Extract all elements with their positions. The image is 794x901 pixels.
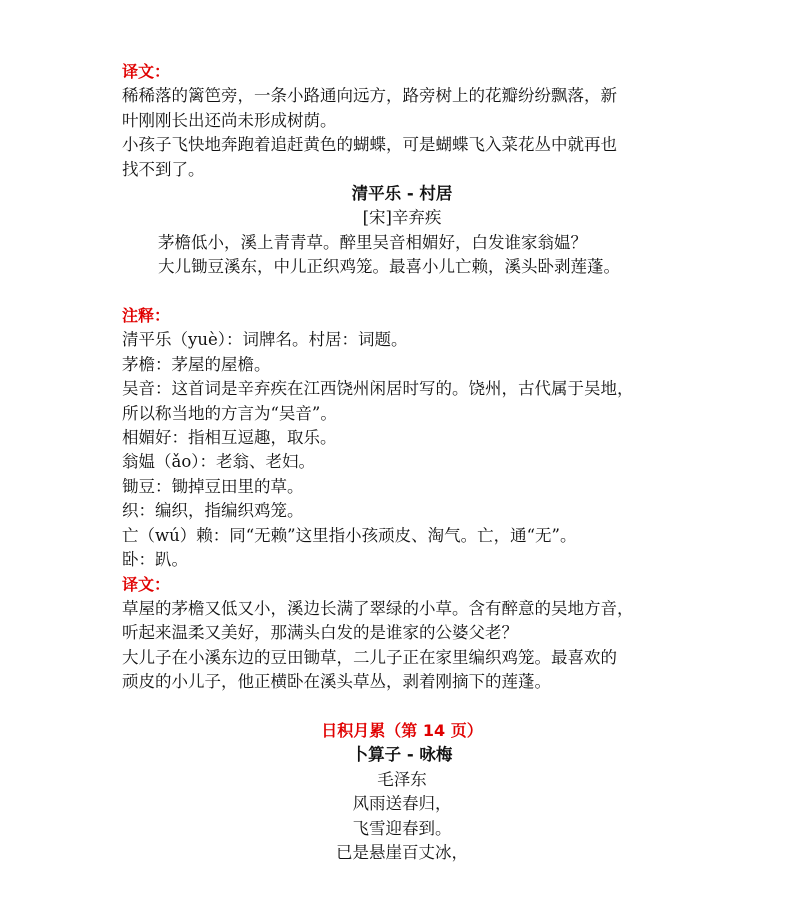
section-heading: 日积月累（第 14 页） (321, 720, 483, 740)
translation-line: 大儿子在小溪东边的豆田锄草，二儿子正在家里编织鸡笼。最喜欢的 (122, 647, 617, 667)
translation-line: 顽皮的小儿子，他正横卧在溪头草丛，剥着刚摘下的莲蓬。 (122, 672, 551, 692)
translation-heading: 译文： (122, 62, 171, 81)
poem-title: 卜算子 - 咏梅 (351, 745, 453, 765)
poem-line: 风雨送春归， (352, 794, 452, 814)
note-line: 锄豆：锄掉豆田里的草。 (122, 476, 304, 496)
poem-line: 茅檐低小，溪上青青草。醉里吴音相媚好，白发谁家翁媪？ (158, 232, 587, 252)
note-line: 相媚好：指相互逗趣，取乐。 (122, 428, 337, 448)
poem-line: 已是悬崖百丈冰， (336, 842, 468, 862)
note-line: 清平乐（yuè）：词牌名。村居：词题。 (122, 330, 408, 350)
note-line: 织：编织，指编织鸡笼。 (122, 501, 304, 521)
poem-author: 毛泽东 (377, 769, 427, 789)
note-line: 茅檐：茅屋的屋檐。 (122, 354, 271, 374)
poem-title: 清平乐 - 村居 (351, 184, 453, 204)
note-line: 吴音：这首词是辛弃疾在江西饶州闲居时写的。饶州，古代属于吴地， (122, 379, 634, 399)
poem-line: 大儿锄豆溪东，中儿正织鸡笼。最喜小儿亡赖，溪头卧剥莲蓬。 (158, 257, 620, 277)
note-line: 卧：趴。 (122, 550, 188, 570)
translation-line: 草屋的茅檐又低又小，溪边长满了翠绿的小草。含有醉意的吴地方音， (122, 598, 634, 618)
translation-line: 找不到了。 (122, 159, 205, 179)
document-page (122, 60, 682, 865)
translation-heading: 译文： (122, 574, 171, 594)
note-line: 翁媪（ǎo）：老翁、老妇。 (122, 452, 316, 472)
notes-heading: 注释： (122, 306, 171, 326)
spacer (122, 695, 682, 719)
poem-line: 飞雪迎春到。 (352, 818, 452, 838)
translation-line: 小孩子飞快地奔跑着追赶黄色的蝴蝶，可是蝴蝶飞入菜花丛中就再也 (122, 135, 617, 155)
note-line: 所以称当地的方言为“吴音”。 (122, 403, 337, 423)
translation-line: 听起来温柔又美好，那满头白发的是谁家的公婆父老？ (122, 623, 518, 643)
translation-line: 稀稀落的篱笆旁，一条小路通向远方，路旁树上的花瓣纷纷飘落，新 (122, 86, 617, 106)
note-line: 亡（wú）赖：同“无赖”这里指小孩顽皮、淘气。亡，通“无”。 (122, 525, 577, 545)
spacer (122, 280, 682, 304)
poem-author: [宋]辛弃疾 (362, 208, 442, 228)
translation-line: 叶刚刚长出还尚未形成树荫。 (122, 110, 337, 130)
